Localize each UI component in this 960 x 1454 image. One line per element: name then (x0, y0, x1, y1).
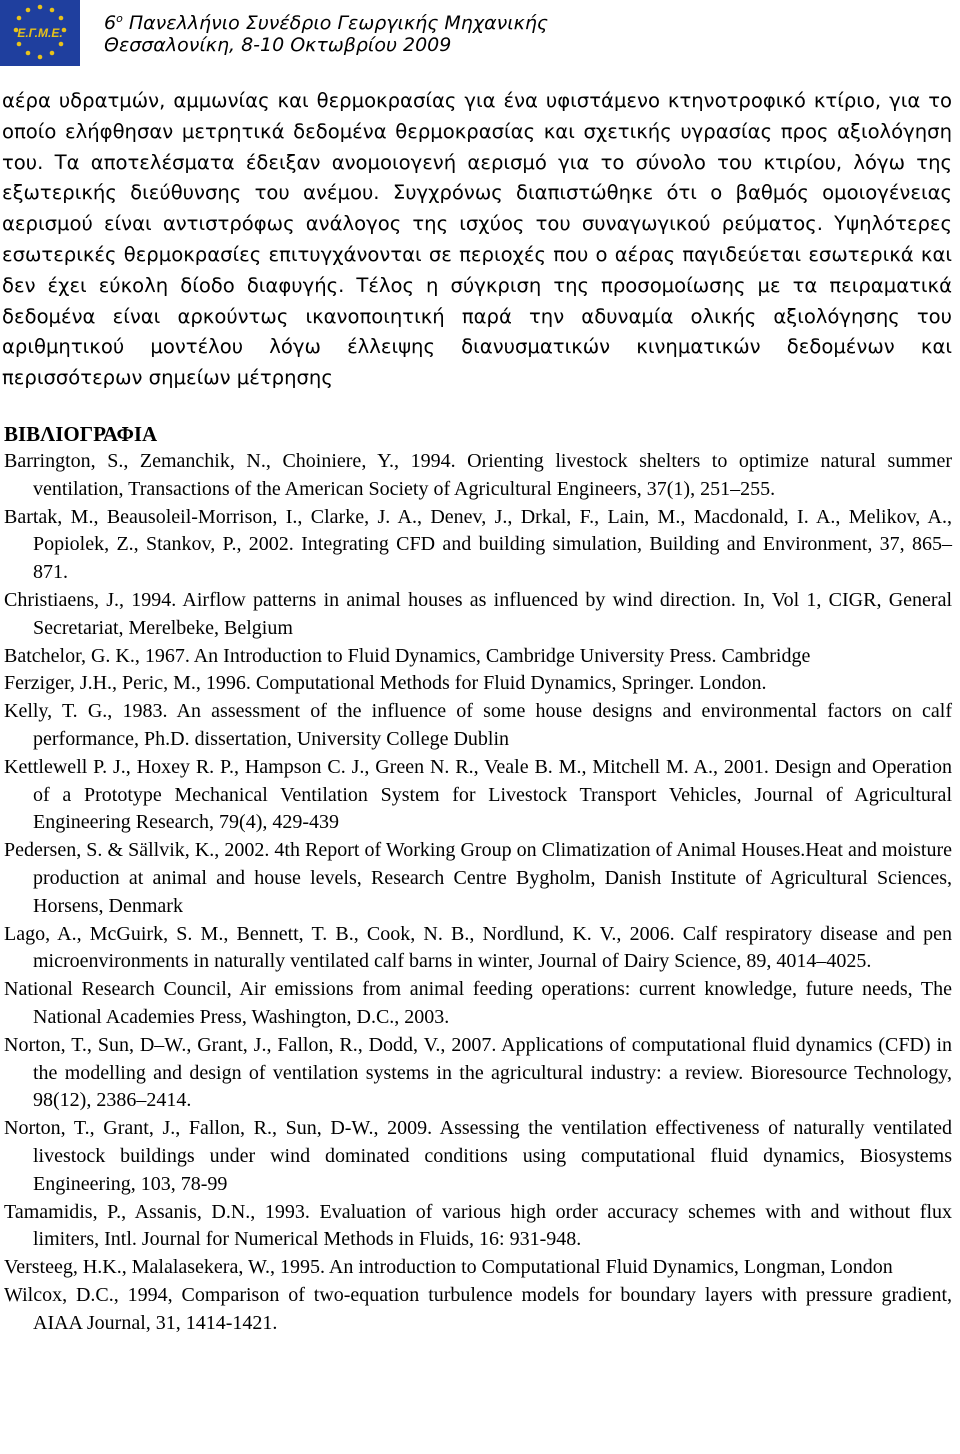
references-heading: ΒΙΒΛΙΟΓΡΑΦΙΑ (4, 422, 158, 446)
reference-item: Ferziger, J.H., Peric, M., 1996. Computational Methods for Fluid Dynamics, Springer. London. (4, 672, 767, 695)
egme-logo (0, 0, 80, 66)
reference-item: Kettlewell P. J., Hoxey R. P., Hampson C. J., Green N. R., Veale B. M., Mitchell M. A., 2001. Design and Operation of a Prototype Mechanical Ventilation System for Livestock Transport Vehicles, Journal of Agricultural Engineering Research, 79(4), 429-439 (4, 755, 952, 834)
reference-item: Kelly, T. G., 1983. An assessment of the influence of some house designs and environmental factors on calf performance, Ph.D. dissertation, University College Dublin (4, 700, 952, 750)
reference-item: Bartak, M., Beausoleil-Morrison, I., Clarke, J. A., Denev, J., Drkal, F., Lain, M., Macdonald, I. A., Melikov, A., Popiolek, Z., Stankov, P., 2002. Integrating CFD and building simulation, Building and Environment, 37, 865–871. (4, 505, 952, 584)
conference-number: 6 (104, 12, 117, 34)
logo-text: Ε.Γ.Μ.Ε. (17, 26, 63, 40)
conference-ordinal: ο (116, 12, 123, 25)
reference-item: Lago, A., McGuirk, S. M., Bennett, T. B., Cook, N. B., Nordlund, K. V., 2006. Calf respiratory disease and pen microenvironments in naturally ventilated calf barns in winter, Journal of Dairy Science, 89, 4014–4025. (4, 922, 952, 973)
page-header (0, 0, 960, 66)
conference-name: Πανελλήνιο Συνέδριο Γεωργικής Μηχανικής (122, 12, 549, 34)
reference-item: Norton, T., Grant, J., Fallon, R., Sun, D-W., 2009. Assessing the ventilation effectiveness of naturally ventilated livestock buildings under wind dominated conditions using computational fluid dynamics, Biosystems Engineering, 103, 78-99 (4, 1117, 952, 1195)
references-list (4, 448, 952, 1338)
body-paragraph-block (2, 86, 952, 394)
body-paragraph: αέρα υδρατμών, αμμωνίας και θερμοκρασίας για ένα υφιστάμενο κτηνοτροφικό κτίριο, για το οποίο ελήφθησαν μετρητικά δεδομένα θερμοκρασίας και σχετικής υγρασίας προς αξιολόγηση του. Τα αποτελέσματα έδειξαν ανομοιογενή αερισμό για το σύνολο του κτιρίου, λόγω της εξωτερικής διεύθυνσης του ανέμου. Συγχρόνως διαπιστώθηκε ότι ο βαθμός ομοιογένειας αερισμού είναι αντιστρόφως ανάλογος της ισχύος του συναγωγικού ρεύματος. Υψηλότερες εσωτερικές θερμοκρασίες επιτυγχάνονται σε περιοχές που ο αέρας παγιδεύεται εσωτερικά και δεν έχει εύκολη δίοδο διαφυγής. Τέλος η σύγκριση της προσομοίωσης με τα πειραματικά δεδομένα είναι αρκούντως ικανοποιητική παρά την αδυναμία ολικής αξιολόγησης του αριθμητικού μοντέλου λόγω έλλειψης διανυσματικών κινηματικών δεδομένων και περισσότερων σημείων μέτρησης (2, 89, 952, 390)
reference-item: Norton, T., Sun, D–W., Grant, J., Fallon, R., Dodd, V., 2007. Applications of computational fluid dynamics (CFD) in the modelling and design of ventilation systems in the agricultural industry: a review. Bioresource Technology, 98(12), 2386–2414. (4, 1033, 952, 1112)
reference-item: Barrington, S., Zemanchik, N., Choiniere, Y., 1994. Orienting livestock shelters to optimize natural summer ventilation, Transactions of the American Society of Agricultural Engineers, 37(1), 251–255. (4, 450, 952, 500)
reference-item: National Research Council, Air emissions from animal feeding operations: current knowledge, future needs, The National Academies Press, Washington, D.C., 2003. (4, 978, 952, 1028)
reference-item: Wilcox, D.C., 1994, Comparison of two-equation turbulence models for boundary layers with pressure gradient, AIAA Journal, 31, 1414-1421. (4, 1283, 952, 1334)
reference-item: Versteeg, H.K., Malalasekera, W., 1995. An introduction to Computational Fluid Dynamics, Longman, London (4, 1256, 893, 1279)
reference-item: Batchelor, G. K., 1967. An Introduction to Fluid Dynamics, Cambridge University Press. Cambridge (4, 644, 811, 667)
reference-item: Pedersen, S. & Sällvik, K., 2002. 4th Report of Working Group on Climatization of Animal Houses.Heat and moisture production at animal and house levels, Research Centre Bygholm, Danish Institute of Agricultural Sciences, Horsens, Denmark (4, 839, 952, 917)
reference-item: Christiaens, J., 1994. Airflow patterns in animal houses as influenced by wind direction. In, Vol 1, CIGR, General Secretariat, Merelbeke, Belgium (4, 588, 952, 639)
conference-location-date: Θεσσαλονίκη, 8-10 Οκτωβρίου 2009 (104, 34, 452, 56)
reference-item: Tamamidis, P., Assanis, D.N., 1993. Evaluation of various high order accuracy schemes with and without flux limiters, Intl. Journal for Numerical Methods in Fluids, 16: 931-948. (4, 1200, 952, 1251)
